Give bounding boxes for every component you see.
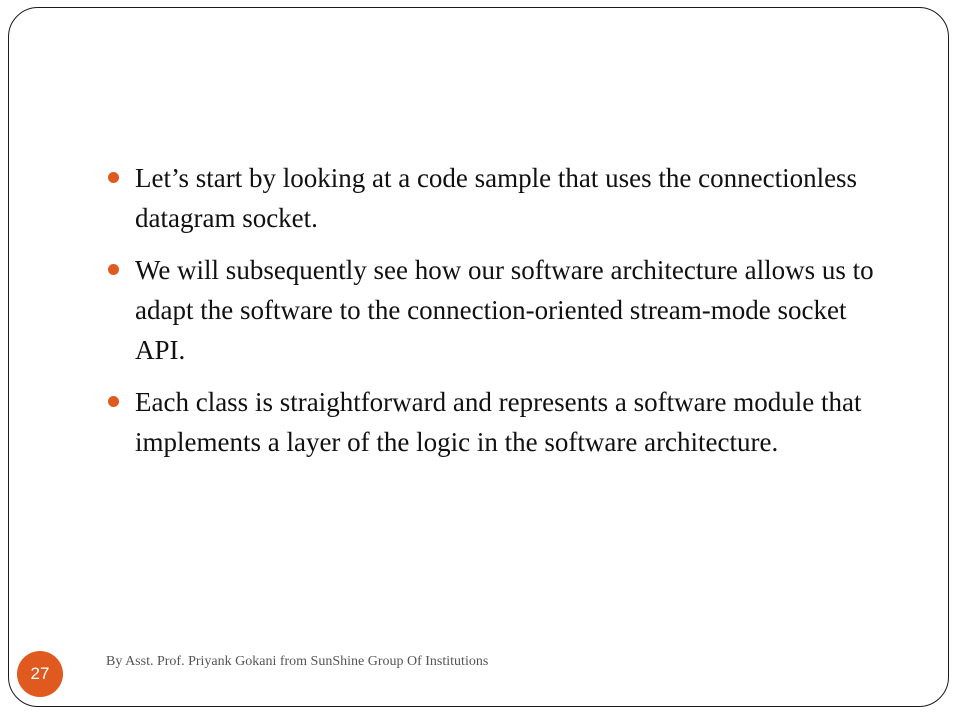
bullet-dot-icon	[108, 264, 119, 275]
bullet-item	[108, 382, 898, 462]
bullet-item	[108, 250, 898, 370]
bullet-text: Each class is straightforward and represents a software module that implements a layer of the logic in the software architecture.	[135, 387, 862, 457]
page-number: 27	[30, 664, 50, 683]
bullet-item	[108, 158, 898, 238]
bullet-dot-icon	[108, 172, 119, 183]
bullet-list	[108, 158, 898, 474]
bullet-text: Let’s start by looking at a code sample that uses the connectionless datagram socket.	[135, 163, 858, 233]
footer-credit: By Asst. Prof. Priyank Gokani from SunShine Group Of Institutions	[106, 654, 489, 669]
bullet-dot-icon	[108, 396, 119, 407]
page-number-badge	[17, 651, 63, 697]
bullet-text: We will subsequently see how our software architecture allows us to adapt the software to the connection-oriented stream-mode socket API.	[135, 255, 874, 365]
